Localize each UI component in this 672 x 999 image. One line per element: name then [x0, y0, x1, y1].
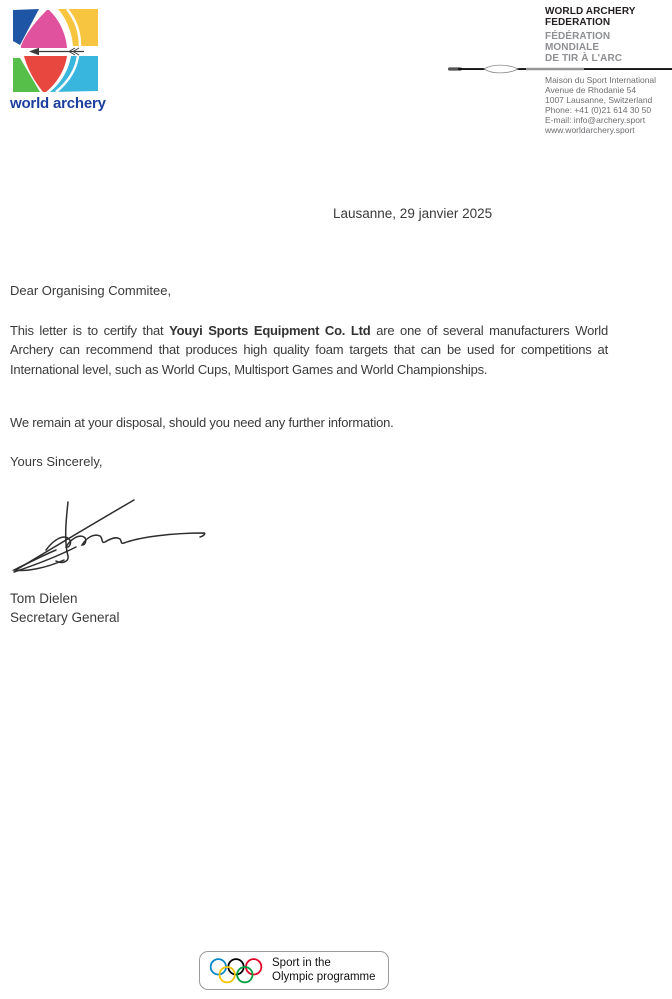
olympic-rings-icon	[209, 958, 263, 984]
address-block	[545, 75, 670, 135]
address-line: www.worldarchery.sport	[545, 125, 635, 135]
signer-title: Secretary General	[10, 610, 120, 625]
address-line: 1007 Lausanne, Switzerland	[545, 95, 653, 105]
org-name-en-line2: FEDERATION	[545, 17, 611, 28]
address-line: Phone: +41 (0)21 614 30 50	[545, 105, 652, 115]
signer-block	[10, 589, 120, 627]
salutation: Dear Organising Commitee,	[10, 283, 172, 298]
closing-paragraph: We remain at your disposal, should you need any further information.	[10, 415, 394, 430]
archery-arrow-icon	[448, 63, 672, 75]
org-name-fr-line3: DE TIR À L'ARC	[545, 53, 623, 64]
paragraph-text: are one of several manufacturers World Archery can recommend that produces high quality foam targets that can be used for competitions at International level, such as World Cups, Multisport Games and World Championships.	[10, 323, 608, 377]
org-name-en-line1: WORLD ARCHERY	[545, 6, 636, 17]
world-archery-wordmark: world archery	[10, 95, 106, 112]
org-name-fr-line1: FÉDÉRATION	[545, 31, 611, 42]
signer-name: Tom Dielen	[10, 591, 78, 606]
address-line: Avenue de Rhodanie 54	[545, 85, 637, 95]
badge-line2: Olympic programme	[272, 970, 376, 983]
letterhead-org-block	[545, 6, 670, 64]
badge-line1: Sport in the	[272, 957, 331, 969]
certification-paragraph	[10, 321, 608, 379]
paragraph-text: This letter is to certify that	[10, 323, 170, 338]
closing-salutation: Yours Sincerely,	[10, 454, 103, 469]
address-line: E-mail: info@archery.sport	[545, 115, 646, 125]
world-archery-logo-icon	[10, 8, 100, 94]
company-name: Youyi Sports Equipment Co. Ltd	[169, 323, 371, 338]
signature-image	[6, 484, 211, 576]
badge-text	[272, 957, 376, 984]
address-line: Maison du Sport International	[545, 75, 657, 85]
olympic-programme-badge	[199, 951, 389, 990]
org-name-fr-line2: MONDIALE	[545, 42, 600, 53]
date-line: Lausanne, 29 janvier 2025	[333, 206, 493, 221]
